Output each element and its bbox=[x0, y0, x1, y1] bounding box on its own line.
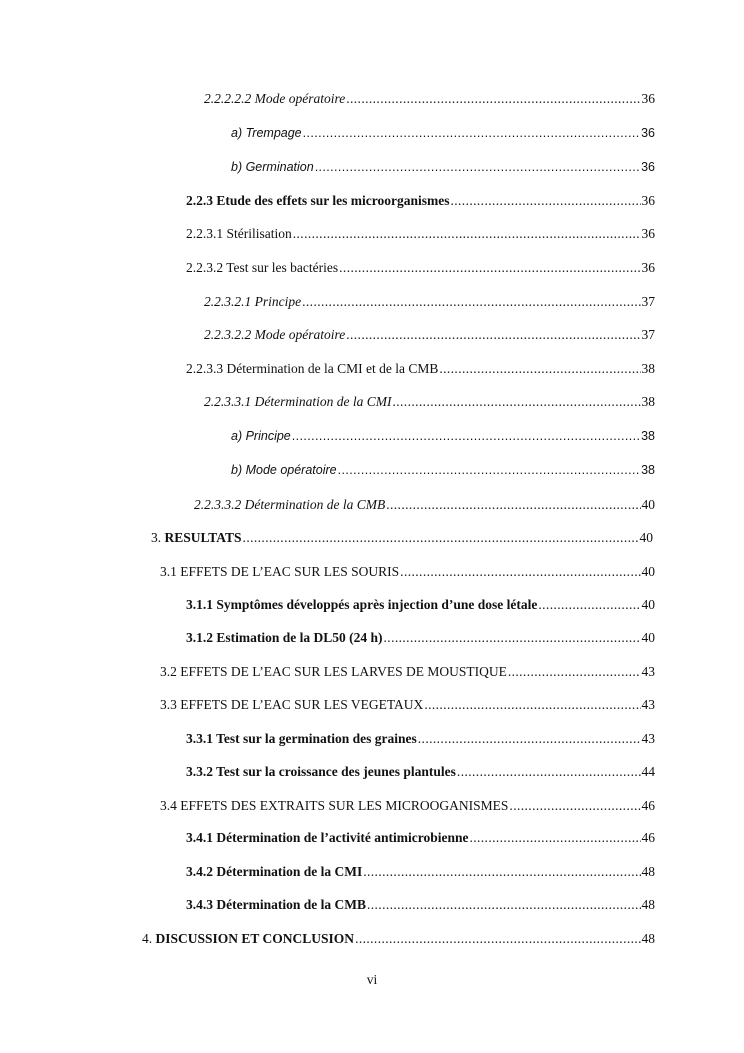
toc-entry bbox=[186, 630, 655, 646]
toc-entry-label: 3.1 EFFETS DE L’EAC SUR LES SOURIS bbox=[160, 564, 400, 579]
leader-dots bbox=[418, 731, 641, 747]
toc-entry bbox=[204, 327, 655, 343]
leader-dots bbox=[392, 394, 640, 410]
toc-entry-label: 2.2.2.2.2 Mode opératoire bbox=[204, 91, 346, 106]
toc-entry-page: 38 bbox=[641, 361, 655, 376]
toc-entry-label: 2.2.3.3.1 Détermination de la CMI bbox=[204, 394, 392, 409]
toc-entry bbox=[186, 764, 655, 780]
page-number: vi bbox=[366, 972, 378, 987]
toc-entry bbox=[160, 664, 655, 680]
toc-entry bbox=[231, 428, 655, 444]
toc-entry-page: 36 bbox=[641, 91, 655, 106]
toc-entry-label: 2.2.3.1 Stérilisation bbox=[186, 226, 292, 241]
toc-entry-label: 3.1.1 Symptômes développés après injection d’une dose létale bbox=[186, 597, 538, 612]
toc-entry-page: 40 bbox=[641, 630, 655, 645]
toc-entry bbox=[186, 897, 655, 913]
toc-entry-label: 3.1.2 Estimation de la DL50 (24 h) bbox=[186, 630, 383, 645]
toc-entry-page: 37 bbox=[641, 327, 655, 342]
toc-entry bbox=[160, 697, 655, 713]
toc-entry-page: 46 bbox=[641, 798, 655, 813]
toc-entry-label: 2.2.3.2 Test sur les bactéries bbox=[186, 260, 339, 275]
toc-entry-label: a) Principe bbox=[231, 429, 291, 443]
toc-entry-label: b) Mode opératoire bbox=[231, 463, 337, 477]
toc-entry-label: 2.2.3 Etude des effets sur les microorganismes bbox=[186, 193, 450, 208]
leader-dots bbox=[367, 897, 641, 913]
toc-entry-page: 36 bbox=[641, 126, 655, 140]
leader-dots bbox=[424, 697, 640, 713]
toc-entry-label: 2.2.3.2.2 Mode opératoire bbox=[204, 327, 346, 342]
leader-dots bbox=[243, 530, 639, 546]
toc-entry-page: 36 bbox=[641, 226, 655, 241]
leader-dots bbox=[346, 327, 640, 343]
toc-entry-label: 3.4.2 Détermination de la CMI bbox=[186, 864, 363, 879]
leader-dots bbox=[400, 564, 640, 580]
leader-dots bbox=[384, 630, 641, 646]
toc-entry bbox=[186, 193, 655, 209]
leader-dots bbox=[315, 159, 640, 175]
toc-entry bbox=[204, 91, 655, 107]
leader-dots bbox=[538, 597, 640, 613]
toc-entry-page: 36 bbox=[641, 160, 655, 174]
toc-entry bbox=[231, 159, 655, 175]
toc-entry bbox=[231, 125, 655, 141]
toc-entry bbox=[151, 530, 653, 546]
toc-entry bbox=[194, 497, 655, 513]
toc-entry bbox=[186, 864, 655, 880]
toc-entry bbox=[186, 226, 655, 242]
toc-entry-page: 43 bbox=[641, 697, 655, 712]
leader-dots bbox=[457, 764, 641, 780]
leader-dots bbox=[439, 361, 640, 377]
toc-entry bbox=[142, 931, 655, 947]
leader-dots bbox=[302, 294, 640, 310]
toc-entry-label: 3.4.3 Détermination de la CMB bbox=[186, 897, 366, 912]
leader-dots bbox=[469, 830, 640, 846]
toc-entry-page: 38 bbox=[641, 429, 655, 443]
toc-entry-page: 43 bbox=[641, 731, 655, 746]
toc-entry bbox=[186, 830, 655, 846]
toc-entry-page: 48 bbox=[641, 864, 655, 879]
toc-entry-page: 40 bbox=[639, 530, 653, 545]
leader-dots bbox=[508, 664, 641, 680]
leader-dots bbox=[338, 462, 640, 478]
toc-entry-page: 40 bbox=[641, 497, 655, 512]
toc-entry-page: 40 bbox=[641, 564, 655, 579]
toc-entry-label: 3.3.1 Test sur la germination des graines bbox=[186, 731, 417, 746]
toc-entry-label: 2.2.3.3 Détermination de la CMI et de la CMB bbox=[186, 361, 439, 376]
toc-entry-label: 3.2 EFFETS DE L’EAC SUR LES LARVES DE MOUSTIQUE bbox=[160, 664, 507, 679]
toc-entry-label: 2.2.3.2.1 Principe bbox=[204, 294, 302, 309]
toc-entry-page: 37 bbox=[641, 294, 655, 309]
toc-entry-label: 3.3 EFFETS DE L’EAC SUR LES VEGETAUX bbox=[160, 697, 424, 712]
toc-entry-label: 2.2.3.3.2 Détermination de la CMB bbox=[194, 497, 386, 512]
toc-entry bbox=[186, 361, 655, 377]
toc-entry-label: b) Germination bbox=[231, 160, 314, 174]
toc-entry bbox=[204, 294, 655, 310]
toc-entry-page: 46 bbox=[641, 830, 655, 845]
leader-dots bbox=[386, 497, 640, 513]
toc-entry-page: 40 bbox=[641, 597, 655, 612]
leader-dots bbox=[363, 864, 640, 880]
toc-entry-number: 3. bbox=[151, 530, 162, 545]
toc-entry-label: 3.3.2 Test sur la croissance des jeunes plantules bbox=[186, 764, 456, 779]
leader-dots bbox=[339, 260, 640, 276]
toc-entry bbox=[160, 798, 655, 814]
toc-entry-label: a) Trempage bbox=[231, 126, 302, 140]
toc-entry-label: DISCUSSION ET CONCLUSION bbox=[155, 931, 355, 946]
toc-entry-page: 44 bbox=[641, 764, 655, 779]
toc-entry-page: 38 bbox=[641, 463, 655, 477]
toc-entry-page: 48 bbox=[641, 897, 655, 912]
toc-entry bbox=[186, 731, 655, 747]
toc-entry bbox=[160, 564, 655, 580]
leader-dots bbox=[450, 193, 640, 209]
toc-entry-label: 3.4.1 Détermination de l’activité antimicrobienne bbox=[186, 830, 469, 845]
leader-dots bbox=[355, 931, 640, 947]
leader-dots bbox=[293, 226, 641, 242]
toc-entry-page: 38 bbox=[641, 394, 655, 409]
leader-dots bbox=[509, 798, 640, 814]
leader-dots bbox=[303, 125, 640, 141]
leader-dots bbox=[346, 91, 640, 107]
toc-entry-page: 36 bbox=[641, 260, 655, 275]
toc-entry-page: 43 bbox=[641, 664, 655, 679]
toc-entry bbox=[231, 462, 655, 478]
toc-entry-number: 4. bbox=[142, 931, 153, 946]
toc-entry-page: 36 bbox=[641, 193, 655, 208]
toc-entry bbox=[186, 260, 655, 276]
leader-dots bbox=[292, 428, 640, 444]
toc-entry-label: 3.4 EFFETS DES EXTRAITS SUR LES MICROOGANISMES bbox=[160, 798, 509, 813]
toc-entry-page: 48 bbox=[641, 931, 655, 946]
toc-entry-label: RESULTATS bbox=[164, 530, 242, 545]
toc-entry bbox=[204, 394, 655, 410]
toc-entry bbox=[186, 597, 655, 613]
